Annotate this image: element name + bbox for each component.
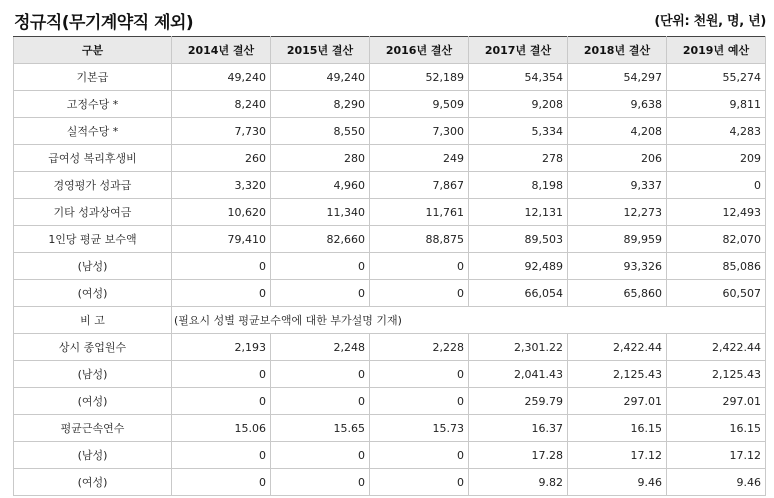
table-row <box>14 253 766 280</box>
table-cell: 12,273 <box>568 199 667 226</box>
table-cell: 260 <box>172 145 271 172</box>
table-cell: 249 <box>370 145 469 172</box>
table-cell: 12,493 <box>667 199 766 226</box>
table-cell: 49,240 <box>172 64 271 91</box>
page-title: 정규직(무기계약직 제외) <box>14 13 194 33</box>
table-cell: 0 <box>271 280 370 307</box>
table-cell: 4,208 <box>568 118 667 145</box>
table-cell: 82,660 <box>271 226 370 253</box>
table-cell: 65,860 <box>568 280 667 307</box>
table-cell: 3,320 <box>172 172 271 199</box>
table-cell: 5,334 <box>469 118 568 145</box>
row-label: (남성) <box>14 442 172 469</box>
table-cell: 0 <box>667 172 766 199</box>
row-label: 1인당 평균 보수액 <box>14 226 172 253</box>
table-row <box>14 91 766 118</box>
table-cell: 0 <box>271 469 370 496</box>
table-cell: 15.73 <box>370 415 469 442</box>
table-cell: 17.12 <box>667 442 766 469</box>
row-label: 평균근속연수 <box>14 415 172 442</box>
table-cell: 280 <box>271 145 370 172</box>
column-header: 2016년 결산 <box>370 37 469 64</box>
table-cell: 206 <box>568 145 667 172</box>
table-cell: 60,507 <box>667 280 766 307</box>
table-cell: 9,337 <box>568 172 667 199</box>
table-row <box>14 226 766 253</box>
table-cell: 49,240 <box>271 64 370 91</box>
table-cell: 12,131 <box>469 199 568 226</box>
unit-note: (단위: 천원, 명, 년) <box>654 14 766 29</box>
table-cell: 66,054 <box>469 280 568 307</box>
table-cell: 54,354 <box>469 64 568 91</box>
table-row <box>14 172 766 199</box>
table-cell: 0 <box>271 442 370 469</box>
row-label: 고정수당 * <box>14 91 172 118</box>
table-cell: 0 <box>172 388 271 415</box>
table-body <box>14 64 766 496</box>
table-cell: 297.01 <box>667 388 766 415</box>
table-row <box>14 334 766 361</box>
row-label: 기타 성과상여금 <box>14 199 172 226</box>
table-cell: 93,326 <box>568 253 667 280</box>
table-cell: 89,959 <box>568 226 667 253</box>
row-label: (여성) <box>14 280 172 307</box>
row-label: 기본급 <box>14 64 172 91</box>
table-cell: 17.12 <box>568 442 667 469</box>
table-row <box>14 199 766 226</box>
table-cell: 17.28 <box>469 442 568 469</box>
row-label: (여성) <box>14 469 172 496</box>
table-cell: 259.79 <box>469 388 568 415</box>
table-cell: 0 <box>271 361 370 388</box>
row-label: (남성) <box>14 253 172 280</box>
table-cell: 4,283 <box>667 118 766 145</box>
table-cell: 0 <box>370 253 469 280</box>
row-label: 상시 종업원수 <box>14 334 172 361</box>
table-cell: 0 <box>172 469 271 496</box>
table-row <box>14 415 766 442</box>
table-cell: 4,960 <box>271 172 370 199</box>
table-cell: 88,875 <box>370 226 469 253</box>
table-cell: 0 <box>370 280 469 307</box>
table-row <box>14 145 766 172</box>
row-label: 경영평가 성과급 <box>14 172 172 199</box>
table-cell: 9,509 <box>370 91 469 118</box>
table-cell: 15.06 <box>172 415 271 442</box>
table-cell: 9,208 <box>469 91 568 118</box>
table-cell: 9.46 <box>568 469 667 496</box>
table-cell: 52,189 <box>370 64 469 91</box>
table-cell: 2,422.44 <box>667 334 766 361</box>
table-row <box>14 280 766 307</box>
table-cell: 92,489 <box>469 253 568 280</box>
table-cell: 7,730 <box>172 118 271 145</box>
table-cell: 0 <box>370 442 469 469</box>
table-cell: 0 <box>172 280 271 307</box>
table-cell: 11,761 <box>370 199 469 226</box>
table-cell: 2,422.44 <box>568 334 667 361</box>
table-cell: 297.01 <box>568 388 667 415</box>
table-cell: 278 <box>469 145 568 172</box>
table-cell: 2,228 <box>370 334 469 361</box>
row-label: (남성) <box>14 361 172 388</box>
salary-table <box>13 36 766 496</box>
table-cell: 10,620 <box>172 199 271 226</box>
table-cell: 54,297 <box>568 64 667 91</box>
table-cell: 8,198 <box>469 172 568 199</box>
table-cell: 55,274 <box>667 64 766 91</box>
table-cell: 0 <box>172 442 271 469</box>
remark-text: (필요시 성별 평균보수액에 대한 부가설명 기재) <box>172 307 766 334</box>
table-cell: 9,638 <box>568 91 667 118</box>
table-cell: 8,290 <box>271 91 370 118</box>
table-cell: 16.37 <box>469 415 568 442</box>
table-cell: 2,193 <box>172 334 271 361</box>
column-header: 2018년 결산 <box>568 37 667 64</box>
table-cell: 2,041.43 <box>469 361 568 388</box>
table-row <box>14 442 766 469</box>
table-cell: 89,503 <box>469 226 568 253</box>
remark-row <box>14 307 766 334</box>
table-cell: 11,340 <box>271 199 370 226</box>
remark-label: 비 고 <box>14 307 172 334</box>
row-label: 급여성 복리후생비 <box>14 145 172 172</box>
table-cell: 16.15 <box>568 415 667 442</box>
column-header: 2017년 결산 <box>469 37 568 64</box>
table-cell: 7,867 <box>370 172 469 199</box>
table-cell: 2,125.43 <box>568 361 667 388</box>
table-cell: 8,550 <box>271 118 370 145</box>
row-label: 실적수당 * <box>14 118 172 145</box>
table-cell: 0 <box>172 361 271 388</box>
table-cell: 7,300 <box>370 118 469 145</box>
table-cell: 85,086 <box>667 253 766 280</box>
table-cell: 79,410 <box>172 226 271 253</box>
table-row <box>14 388 766 415</box>
table-row <box>14 469 766 496</box>
table-cell: 16.15 <box>667 415 766 442</box>
table-cell: 2,248 <box>271 334 370 361</box>
table-cell: 0 <box>370 469 469 496</box>
column-header: 2019년 예산 <box>667 37 766 64</box>
table-row <box>14 361 766 388</box>
table-cell: 2,301.22 <box>469 334 568 361</box>
table-cell: 82,070 <box>667 226 766 253</box>
column-header: 2014년 결산 <box>172 37 271 64</box>
column-header: 구분 <box>14 37 172 64</box>
table-cell: 0 <box>271 388 370 415</box>
table-row <box>14 118 766 145</box>
table-cell: 9.82 <box>469 469 568 496</box>
table-cell: 8,240 <box>172 91 271 118</box>
table-cell: 9.46 <box>667 469 766 496</box>
table-header-row <box>14 37 766 64</box>
table-cell: 2,125.43 <box>667 361 766 388</box>
table-cell: 0 <box>370 388 469 415</box>
table-cell: 0 <box>172 253 271 280</box>
table-cell: 0 <box>370 361 469 388</box>
table-row <box>14 64 766 91</box>
table-cell: 0 <box>271 253 370 280</box>
table-cell: 15.65 <box>271 415 370 442</box>
table-cell: 209 <box>667 145 766 172</box>
row-label: (여성) <box>14 388 172 415</box>
column-header: 2015년 결산 <box>271 37 370 64</box>
table-cell: 9,811 <box>667 91 766 118</box>
